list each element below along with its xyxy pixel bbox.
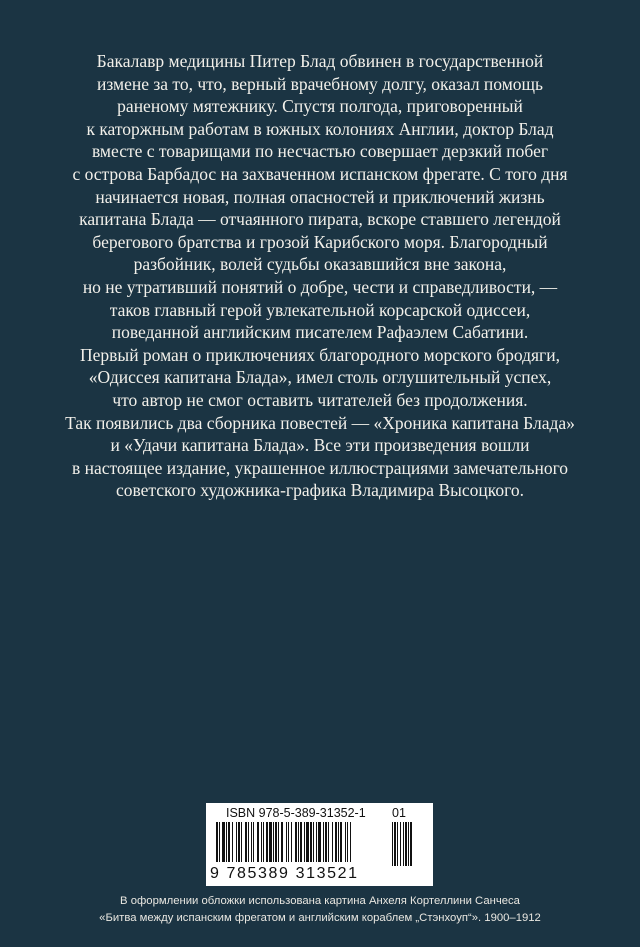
isbn-label: ISBN 978-5-389-31352-1 bbox=[226, 806, 366, 820]
blurb-line: и «Удачи капитана Блада». Все эти произведения вошли bbox=[110, 435, 530, 456]
barcode-bar bbox=[261, 822, 262, 862]
barcode-bar bbox=[216, 822, 218, 862]
barcode-addon-bar bbox=[403, 822, 404, 866]
blurb-line: что автор не смог оставить читателей без продолжения. bbox=[112, 389, 528, 410]
barcode-bar bbox=[286, 822, 287, 862]
barcode-bar bbox=[275, 822, 277, 862]
barcode-bar bbox=[325, 822, 327, 862]
blurb-line: раненому мятежнику. Спустя полгода, приговоренный bbox=[117, 96, 523, 117]
cover-credits bbox=[0, 893, 640, 927]
credits-line: В оформлении обложки использована картина Анхеля Кортеллини Санчеса bbox=[120, 895, 520, 907]
barcode-addon-bar bbox=[397, 822, 398, 866]
barcode-addon-bar bbox=[410, 822, 412, 866]
barcode-bar bbox=[263, 822, 264, 862]
blurb-line: Так появились два сборника повестей — «Хроника капитана Блада» bbox=[65, 412, 575, 433]
barcode-bar bbox=[245, 822, 247, 862]
barcode-bar bbox=[257, 822, 259, 862]
blurb-line: советского художника-графика Владимира Высоцкого. bbox=[115, 480, 524, 501]
blurb-line: вместе с товарищами по несчастью совершает дерзкий побег bbox=[91, 141, 549, 162]
barcode-bar bbox=[306, 822, 309, 862]
barcode-bar bbox=[335, 822, 337, 862]
barcode-bar bbox=[323, 822, 324, 862]
blurb-line: начинается новая, полная опасностей и приключений жизнь bbox=[95, 186, 545, 207]
barcode-bar bbox=[300, 822, 302, 862]
blurb-line: с острова Барбадос на захваченном испанском фрегате. С того дня bbox=[72, 163, 568, 184]
barcode-bar bbox=[273, 822, 274, 862]
barcode-bar bbox=[328, 822, 329, 862]
barcode-digits: 9 785389 313521 bbox=[210, 865, 359, 882]
barcode-bar bbox=[318, 822, 321, 862]
barcode-bar bbox=[345, 822, 346, 862]
barcode-bar bbox=[347, 822, 348, 862]
blurb-line: Бакалавр медицины Питер Блад обвинен в государственной bbox=[96, 51, 544, 71]
barcode-bar bbox=[228, 822, 230, 862]
barcode-bar bbox=[241, 822, 242, 862]
barcode-bar bbox=[338, 822, 339, 862]
barcode-bar bbox=[313, 822, 314, 862]
credits-line: «Битва между испанским фрегатом и английским кораблем „Стэнхоуп“». 1900–1912 bbox=[99, 912, 541, 924]
barcode-bar bbox=[248, 822, 249, 862]
barcode-bar bbox=[232, 822, 233, 862]
blurb-line: берегового братства и грозой Карибского моря. Благородный bbox=[92, 231, 548, 252]
barcode-bar bbox=[281, 822, 283, 862]
barcode-bar bbox=[340, 822, 342, 862]
blurb-line: разбойник, волей судьбы оказавшийся вне закона, bbox=[133, 254, 507, 275]
barcode-addon-bar bbox=[394, 822, 396, 866]
barcode-bar bbox=[304, 822, 305, 862]
barcode-bar bbox=[291, 822, 292, 862]
barcode-bar bbox=[332, 822, 333, 862]
barcode-bar bbox=[226, 822, 227, 862]
blurb-line: в настоящее издание, украшенное иллюстрациями замечательного bbox=[71, 457, 569, 478]
cover-blurb bbox=[48, 50, 592, 502]
blurb-line: но не утративший понятий о добре, чести и справедливости, — bbox=[82, 276, 558, 297]
barcode-bar bbox=[266, 822, 268, 862]
isbn-barcode bbox=[206, 803, 433, 886]
barcode-bar bbox=[251, 822, 252, 862]
barcode-bar bbox=[350, 822, 351, 862]
barcode-bar bbox=[238, 822, 240, 862]
barcode-addon-bar bbox=[400, 822, 401, 866]
blurb-line: поведанной английским писателем Рафаэлем Сабатини. bbox=[111, 322, 529, 343]
barcode-addon-bar bbox=[392, 822, 393, 866]
barcode-bar bbox=[269, 822, 272, 862]
blurb-line: таков главный герой увлекательной корсарской одиссеи, bbox=[109, 299, 531, 320]
barcode-bar bbox=[278, 822, 279, 862]
barcode-bar bbox=[288, 822, 289, 862]
blurb-line: «Одиссея капитана Блада», имел столь оглушительный успех, bbox=[88, 367, 552, 388]
barcode-bar bbox=[310, 822, 312, 862]
barcode-addon-code: 01 bbox=[392, 806, 406, 820]
barcode-bar bbox=[222, 822, 225, 862]
blurb-line: измене за то, что, верный врачебному долгу, оказал помощь bbox=[97, 73, 543, 94]
barcode-bar bbox=[316, 822, 317, 862]
barcode-bars bbox=[216, 822, 424, 868]
blurb-line: капитана Блада — отчаянного пирата, вскоре ставшего легендой bbox=[79, 209, 561, 230]
barcode-addon-bar bbox=[405, 822, 407, 866]
barcode-bar bbox=[298, 822, 299, 862]
blurb-line: Первый роман о приключениях благородного морского бродяги, bbox=[80, 344, 560, 365]
barcode-bar bbox=[295, 822, 297, 862]
blurb-line: к каторжным работам в южных колониях Англии, доктор Блад bbox=[86, 118, 554, 139]
barcode-bar bbox=[253, 822, 254, 862]
barcode-bar bbox=[236, 822, 237, 862]
barcode-bar bbox=[219, 822, 220, 862]
barcode-addon-bar bbox=[408, 822, 409, 866]
